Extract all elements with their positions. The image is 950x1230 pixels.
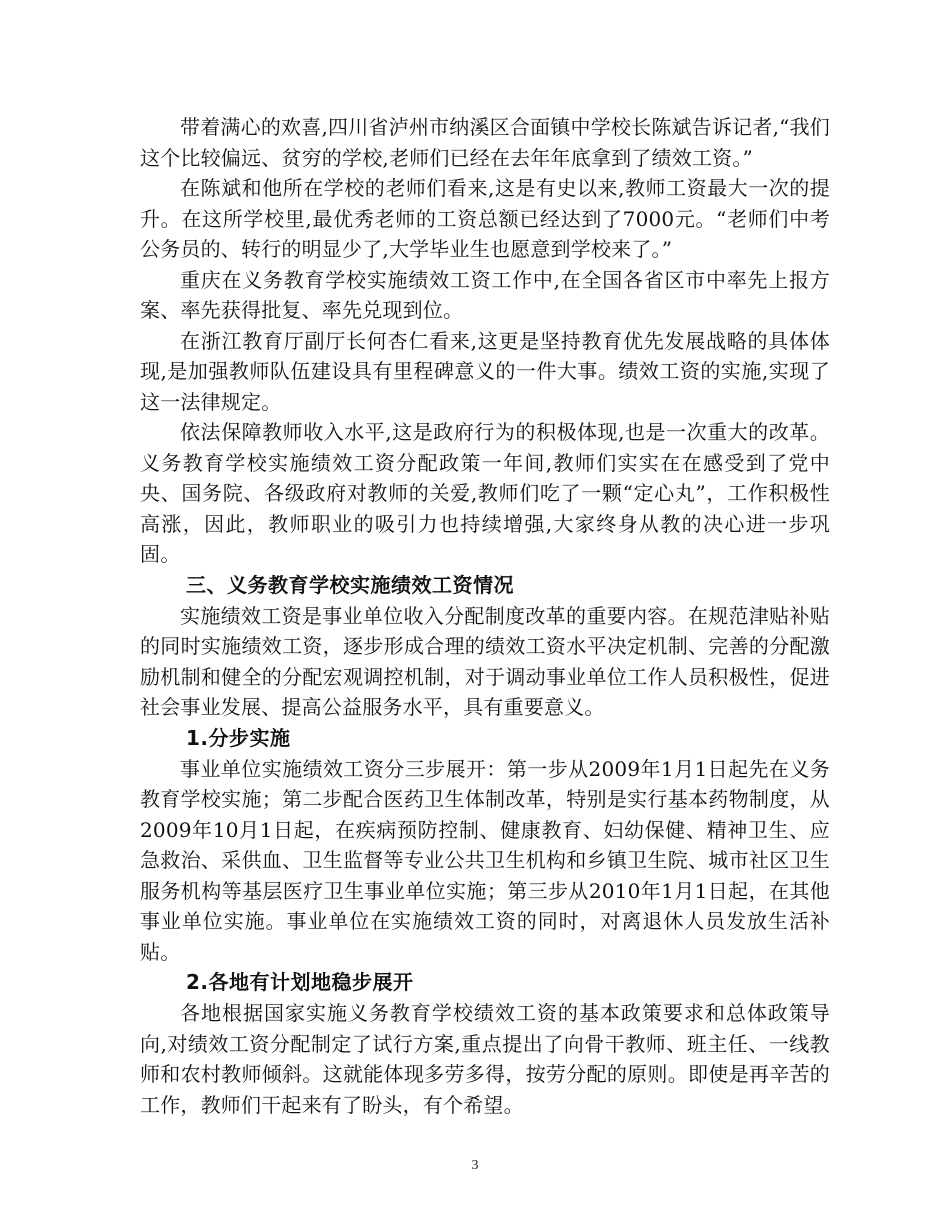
subheading-phased-implementation: 1.分步实施 xyxy=(186,725,291,750)
section-heading-3: 三、义务教育学校实施绩效工资情况 xyxy=(186,572,514,597)
paragraph-planned-rollout: 各地根据国家实施义务教育学校绩效工资的基本政策要求和总体政策导向,对绩效工资分配制定了试行方案,重点提出了向骨干教师、班主任、一线教师和农村教师倾斜。这就能体现多劳多得，按劳分配的原则。即使是再辛苦的工作，教师们干起来有了盼头，有个希望。 xyxy=(140,1001,830,1117)
paragraph-phased-implementation: 事业单位实施绩效工资分三步展开：第一步从2009年1月1日起先在义务教育学校实施；第二步配合医药卫生体制改革，特别是实行基本药物制度，从2009年10月1日起，在疾病预防控制、健康教育、妇幼保健、精神卫生、应急救治、采供血、卫生监督等专业公共卫生机构和乡镇卫生院、城市社区卫生服务机构等基层医疗卫生事业单位实施；第三步从2010年1月1日起，在其他事业单位实施。事业单位在实施绩效工资的同时，对离退休人员发放生活补贴。 xyxy=(140,756,830,964)
subheading-planned-rollout: 2.各地有计划地稳步展开 xyxy=(186,970,414,994)
paragraph-chen-bin-quote: 带着满心的欢喜,四川省泸州市纳溪区合面镇中学校长陈斌告诉记者,“我们这个比较偏远、贫穷的学校,老师们已经在去年年底拿到了绩效工资。” xyxy=(140,115,830,170)
page-number: 3 xyxy=(471,1158,479,1173)
paragraph-salary-increase: 在陈斌和他所在学校的老师们看来,这是有史以来,教师工资最大一次的提升。在这所学校里,最优秀老师的工资总额已经达到了7000元。“老师们中考公务员的、转行的明显少了,大学毕业生也愿意到学校来了。” xyxy=(140,176,830,261)
document-body xyxy=(140,112,830,1120)
paragraph-zhejiang: 在浙江教育厅副厅长何杏仁看来,这更是坚持教育优先发展战略的具体体现,是加强教师队伍建设具有里程碑意义的一件大事。绩效工资的实施,实现了这一法律规定。 xyxy=(140,328,830,414)
section-3-intro: 实施绩效工资是事业单位收入分配制度改革的重要内容。在规范津贴补贴的同时实施绩效工资，逐步形成合理的绩效工资水平决定机制、完善的分配激励机制和健全的分配宏观调控机制，对于调动事业单位工作人员积极性，促进社会事业发展、提高公益服务水平，具有重要意义。 xyxy=(140,603,830,719)
paragraph-chongqing: 重庆在义务教育学校实施绩效工资工作中,在全国各省区市中率先上报方案、率先获得批复、率先兑现到位。 xyxy=(140,267,830,322)
paragraph-reform: 依法保障教师收入水平,这是政府行为的积极体现,也是一次重大的改革。义务教育学校实施绩效工资分配政策一年间,教师们实实在在感受到了党中央、国务院、各级政府对教师的关爱,教师们吃了一颗“定心丸”，工作积极性高涨，因此，教师职业的吸引力也持续增强,大家终身从教的决心进一步巩固。 xyxy=(140,420,830,566)
